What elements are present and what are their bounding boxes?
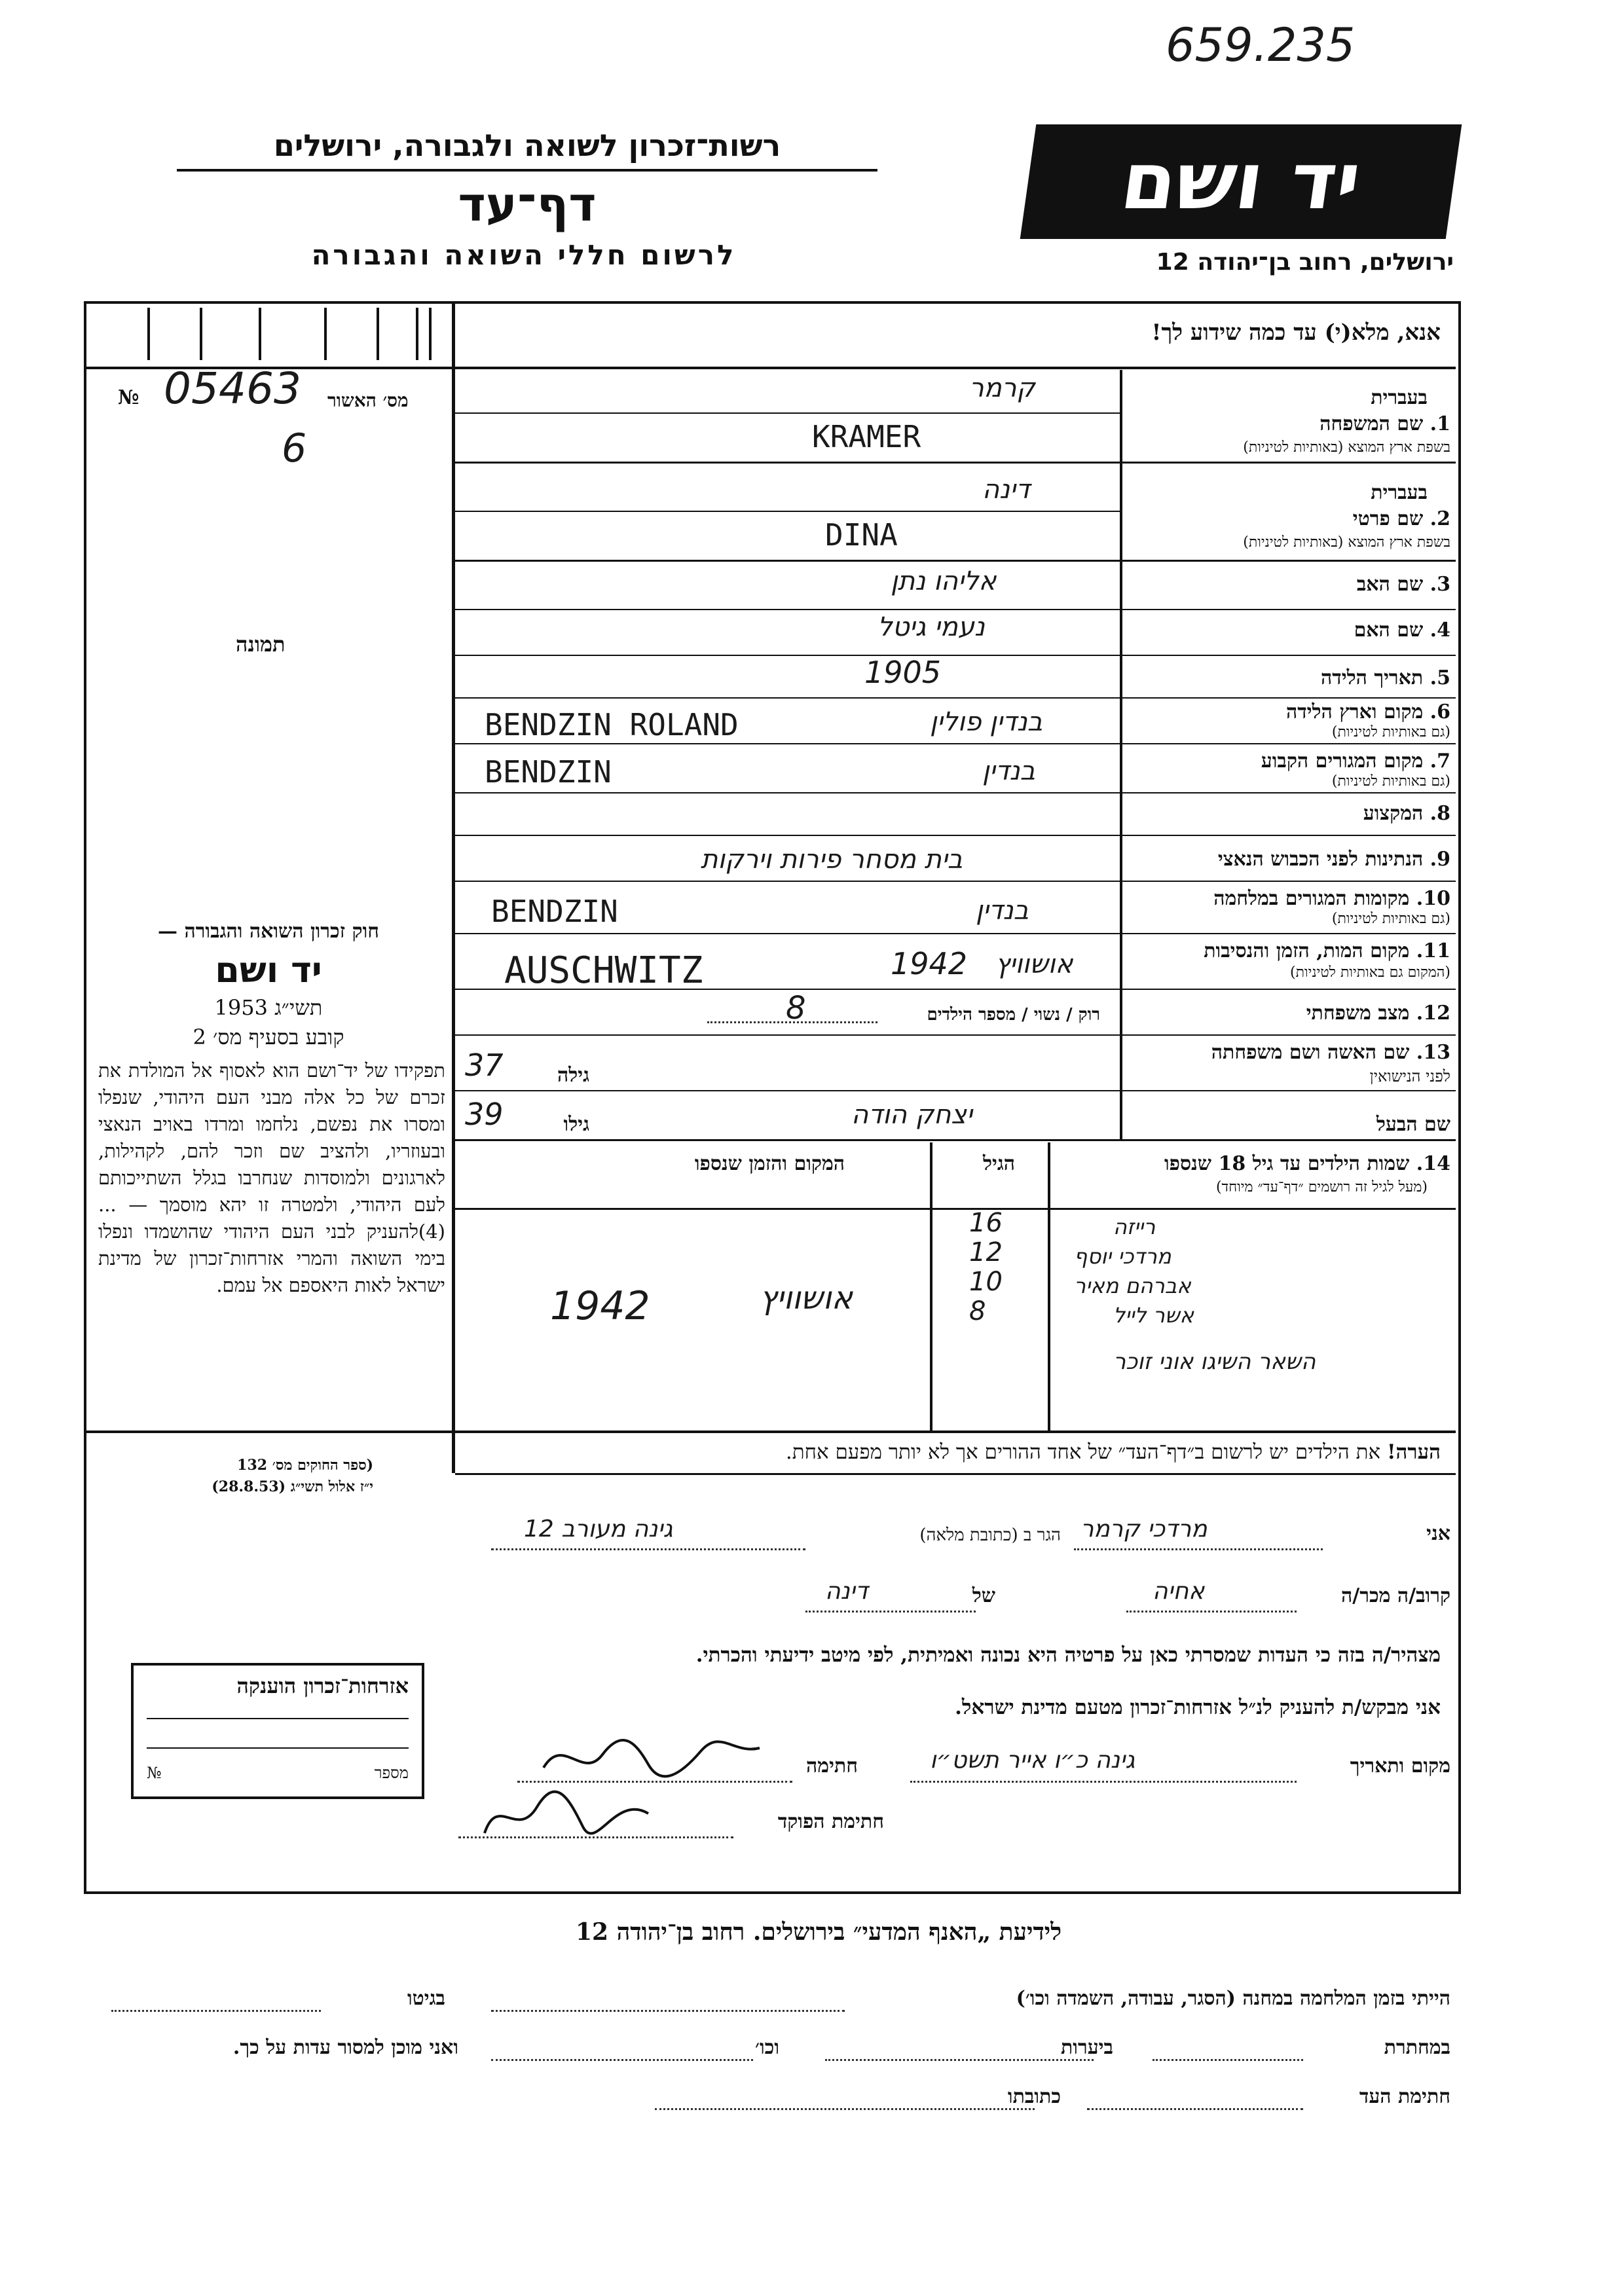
wife-age-label: גילה xyxy=(557,1064,589,1087)
in-hebrew-2: בעברית xyxy=(1371,481,1428,504)
law-clause: קובע בסעיף מס׳ 2 xyxy=(193,1025,344,1049)
approval-number: 05463 xyxy=(164,363,301,414)
signature-label: חתימה xyxy=(806,1755,858,1777)
decl-statement: מצהיר/ה בזה כי העדות שמסרתי כאן על פרטיה היא נכונה ואמיתית, לפי מיטב ידיעתי והכרתי. xyxy=(695,1643,1441,1667)
of-label: של xyxy=(972,1584,995,1607)
law-title: חוק זכרון השואה והגבורה — xyxy=(158,920,379,943)
citizenship-number-label: מספר xyxy=(374,1764,409,1782)
label-column-divider xyxy=(1120,370,1122,1139)
field-2-lat: DINA xyxy=(825,517,898,553)
field-7-heb: בנדין xyxy=(982,756,1035,786)
of-name: דינה xyxy=(825,1578,868,1605)
field-4-value: נעמי גיטל xyxy=(877,612,985,642)
field-11-lat: AUSCHWITZ xyxy=(504,949,703,992)
field-11-sub: (המקום גם באותיות לטיניות) xyxy=(1290,964,1450,981)
children-place-name: אושוויץ xyxy=(760,1280,853,1317)
field-10-heb: בנדין xyxy=(976,896,1029,926)
field-6-sub: (גם באותיות לטיניות) xyxy=(1331,724,1450,740)
field-3-value: אליהו נתן xyxy=(891,566,997,596)
field-11-year: 1942 xyxy=(891,946,968,981)
address: ירושלים, רחוב בן־יהודה 12 xyxy=(1156,249,1454,276)
husband-age-label: גילו xyxy=(563,1113,589,1136)
field-1-sub: בשפת ארץ המוצא (באותיות לטיניות) xyxy=(1243,439,1450,456)
field-12-label: 12. מצב משפחתי xyxy=(1306,1002,1450,1025)
relative-label: קרוב/ה מכר/ה xyxy=(1341,1584,1450,1607)
law-name: יד ושם xyxy=(215,949,322,991)
field-12-options: רוק / נשוי / מספר הילדים xyxy=(927,1005,1100,1025)
field-11-heb: אושוויץ xyxy=(995,949,1073,979)
bottom-title: לידיעת „האנף המדעי״ בירושלים. רחוב בן־יהודה 12 xyxy=(575,1918,1062,1946)
field-7-lat: BENDZIN xyxy=(485,754,612,790)
husband-name: יצחק הודה xyxy=(851,1100,972,1130)
photo-label: תמונה xyxy=(236,632,286,657)
child-4-age: 8 xyxy=(969,1296,986,1326)
left-column-divider xyxy=(452,301,455,1473)
form-subtitle: לרשום חללי השואה והגבורה xyxy=(311,239,737,271)
approval-label: מס׳ האשור xyxy=(327,390,409,411)
official-signature xyxy=(478,1781,674,1846)
field-13-sub: לפני הנישואין xyxy=(1369,1067,1450,1085)
field-7-sub: (גם באותיות לטיניות) xyxy=(1331,773,1450,790)
field-10-label: 10. מקומות המגורים במלחמה xyxy=(1213,887,1450,910)
field-6-label: 6. מקום וארץ הלידה xyxy=(1285,701,1450,723)
note-row xyxy=(471,1440,1441,1464)
field-5-label: 5. תאריך הלידה xyxy=(1321,666,1450,689)
children-col-divider-1 xyxy=(930,1142,932,1430)
children-col-place: המקום והזמן שנספו xyxy=(694,1152,845,1175)
child-2-name: מרדכי יוסף xyxy=(1074,1244,1172,1269)
appeal-text: אנא, מלא(י) עד כמה שידוע לך! xyxy=(1151,319,1441,346)
field-4-label: 4. שם האם xyxy=(1354,619,1450,642)
child-2-age: 12 xyxy=(969,1237,1003,1267)
place-date-value: גינה כ״ו אייר תשט״ו xyxy=(930,1747,1135,1774)
approval-sub: 6 xyxy=(282,426,307,471)
forest-label: ביערות xyxy=(1060,2036,1113,2059)
child-1-name: רייזה xyxy=(1113,1214,1156,1239)
citizenship-title: אזרחות־זכרון הוענקה xyxy=(236,1673,409,1698)
field-7-label: 7. מקום המגורים הקבוע xyxy=(1261,750,1450,773)
child-1-age: 16 xyxy=(969,1208,1003,1238)
field-1-label: 1. שם המשפחה xyxy=(1320,412,1450,435)
field-9-label: 9. הנתינות לפני הכבוש הנאצי xyxy=(1217,848,1450,871)
field-3-label: 3. שם האב xyxy=(1356,573,1450,596)
child-3-age: 10 xyxy=(969,1267,1003,1297)
punch-marks xyxy=(88,308,449,367)
children-subtitle: (מעל לגיל זה רושמים ״דף־עד״ מיוחד) xyxy=(1215,1179,1428,1195)
field-13-label: 13. שם האשה ושם משפחתה xyxy=(1211,1041,1450,1064)
husband-label: שם הבעל xyxy=(1376,1113,1450,1136)
ghetto-label: בגיטו xyxy=(407,1987,445,2010)
law-year-num: 1953 xyxy=(214,995,268,1020)
citizenship-number-prefix: № xyxy=(147,1764,162,1782)
child-4-name: אשר לייל xyxy=(1113,1303,1194,1328)
field-1-lat: KRAMER xyxy=(812,419,921,454)
field-8-label: 8. המקצוע xyxy=(1363,802,1450,825)
yad-vashem-logo xyxy=(1020,124,1462,239)
field-5-value: 1905 xyxy=(864,655,942,690)
place-date-label: מקום ותאריך xyxy=(1350,1755,1450,1777)
child-3-name: אברהם מאיר xyxy=(1074,1273,1191,1298)
field-2-sub: בשפת ארץ המוצא (באותיות לטיניות) xyxy=(1243,534,1450,551)
law-source-1: (ספר החוקים מס׳ 132 xyxy=(237,1457,373,1474)
children-place-year: 1942 xyxy=(550,1283,650,1329)
children-title: 14. שמות הילדים עד גיל 18 שנספו xyxy=(1164,1152,1450,1175)
header-rule xyxy=(177,169,877,172)
form-title: דף־עד xyxy=(458,177,597,232)
declarant-signature xyxy=(537,1728,773,1787)
law-text: תפקידו של יד־ושם הוא לאסוף אל המולדת את זכרם של כל אלה מבני העם היהודי, שנפלו ומסרו את נפשם, נלחמו ומרדו באויב הנאצי ובעוזריו, ולהציב שם וזכר להם, לקהילות, לארגונים ולמוסדות שנחרבו בגלל השתייכותם לעם היהודי, ולמטרה זו יהא מוסמך — ...(4)להעניק לבני העם היהודי שהושמדו ונפלו בימי השואה והמרי אזרחות־זכרון של מדינת ישראל לאות היאספם אל עמם. xyxy=(98,1059,445,1296)
law-year xyxy=(98,995,439,1020)
in-hebrew-1: בעברית xyxy=(1371,386,1428,409)
underground-label: במחתרת xyxy=(1384,2036,1450,2059)
number-prefix: № xyxy=(118,386,139,409)
children-col-age: הגיל xyxy=(982,1152,1015,1175)
field-11-label: 11. מקום המות, הזמן והנסיבות xyxy=(1204,939,1450,962)
archive-number: 659.235 xyxy=(1166,18,1356,72)
note-text: את הילדים יש לרשום ב״דף־העד״ של אחד ההורים אך לא יותר מפעם אחת. xyxy=(785,1440,1381,1464)
field-12-children: 8 xyxy=(786,990,806,1027)
wife-age: 37 xyxy=(465,1048,504,1083)
husband-age: 39 xyxy=(465,1097,504,1132)
declarant-address: גינה מעורב 12 xyxy=(524,1516,673,1542)
field-2-heb: דינה xyxy=(982,475,1030,505)
etc-label: וכו׳ xyxy=(755,2036,779,2059)
field-10-lat: BENDZIN xyxy=(491,894,618,929)
field-9-value: בית מסחר פירות וירקות xyxy=(701,845,963,875)
field-6-lat: BENDZIN ROLAND xyxy=(485,707,739,742)
willing-label: ואני מוכן למסור עדות על כך. xyxy=(232,2036,458,2059)
witness-sig-label: חתימת העד xyxy=(1359,2085,1450,2108)
decl-request: אני מבקש/ת להעניק לנ״ל אזרחות־זכרון מטעם מדינת ישראל. xyxy=(955,1696,1441,1719)
law-source-2: י״ז אלול תשי״ג (28.8.53) xyxy=(212,1478,373,1495)
logo-text: יד ושם xyxy=(1115,136,1367,227)
institution-name: רשות־זכרון לשואה ולגבורה, ירושלים xyxy=(273,128,781,163)
note-label: הערה! xyxy=(1386,1440,1441,1464)
bottom-line1-label: הייתי בזמן המלחמה במחנה (הסגר, עבודה, השמדה וכו׳) xyxy=(1016,1987,1450,2010)
relation-value: אחיה xyxy=(1153,1578,1205,1605)
address-label: כתובתו xyxy=(1007,2085,1061,2108)
decl-residing: הגר ב (כתובת מלאה) xyxy=(919,1525,1061,1545)
decl-i-label: אני xyxy=(1426,1522,1450,1545)
children-note: השאר השיגו אוני זוכר xyxy=(1113,1349,1316,1375)
citizenship-box xyxy=(131,1663,424,1799)
declarant-name: מרדכי קרמר xyxy=(1080,1516,1208,1542)
children-col-divider-2 xyxy=(1048,1142,1050,1430)
field-10-sub: (גם באותיות לטיניות) xyxy=(1331,911,1450,927)
law-year-heb: תשי״ג xyxy=(274,995,323,1020)
field-1-heb: קרמר xyxy=(969,373,1035,403)
field-6-heb: בנדין פולין xyxy=(930,707,1043,737)
official-signature-label: חתימת הפוקד xyxy=(777,1810,884,1833)
field-2-label: 2. שם פרטי xyxy=(1352,507,1450,530)
